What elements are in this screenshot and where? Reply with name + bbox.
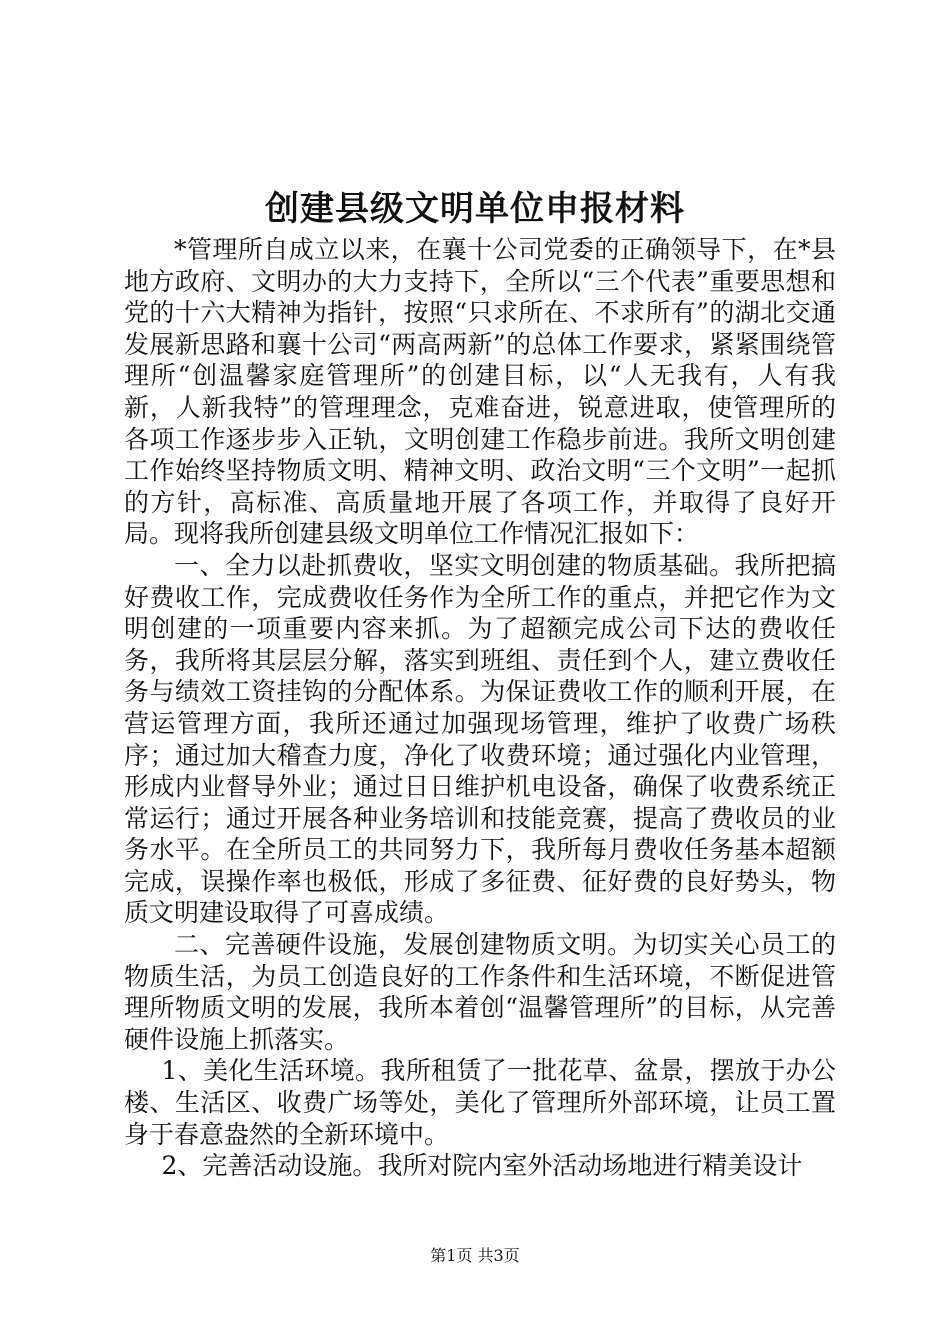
paragraph-section-1: 一、全力以赴抓费收，坚实文明创建的物质基础。我所把搞好费收工作，完成费收任务作为全所工作的重点，并把它作为文明创建的一项重要内容来抓。为了超额完成公司下达的费收任务，我所将其层层分解，落实到班组、责任到个人，建立费收任务与绩效工资挂钩的分配体系。为保证费收工作的顺利开展，在营运管理方面，我所还通过加强现场管理，维护了收费广场秩序；通过加大稽查力度，净化了收费环境；通过强化内业管理，形成内业督导外业；通过日日维护机电设备，确保了收费系统正常运行；通过开展各种业务培训和技能竞赛，提高了费收员的业务水平。在全所员工的共同努力下，我所每月费收任务基本超额完成，误操作率也极低，形成了多征费、征好费的良好势头，物质文明建设取得了可喜成绩。 — [124, 550, 836, 928]
paragraph-item-2: 2、完善活动设施。我所对院内室外活动场地进行精美设计 — [161, 1151, 803, 1181]
document-title: 创建县级文明单位申报材料 — [265, 189, 685, 229]
paragraph-intro: *管理所自成立以来，在襄十公司党委的正确领导下，在*县地方政府、文明办的大力支持下，全所以“三个代表”重要思想和党的十六大精神为指针，按照“只求所在、不求所有”的湖北交通发展新思路和襄十公司“两高两新”的总体工作要求，紧紧围绕管理所“创温馨家庭管理所”的创建目标，以“人无我有，人有我新，人新我特”的管理理念，克难奋进，锐意进取，使管理所的各项工作逐步步入正轨，文明创建工作稳步前进。我所文明创建工作始终坚持物质文明、精神文明、政治文明“三个文明”一起抓的方针，高标准、高质量地开展了各项工作，并取得了良好开局。现将我所创建县级文明单位工作情况汇报如下： — [124, 235, 836, 549]
paragraph-item-1: 1、美化生活环境。我所租赁了一批花草、盆景，摆放于办公楼、生活区、收费广场等处，美化了管理所外部环境，让员工置身于春意盎然的全新环境中。 — [124, 1056, 836, 1149]
document-body — [124, 234, 836, 1182]
page-number: 第1页 共3页 — [430, 1246, 520, 1265]
paragraph-section-2: 二、完善硬件设施，发展创建物质文明。为切实关心员工的物质生活，为员工创造良好的工作条件和生活环境，不断促进管理所物质文明的发展，我所本着创“温馨管理所”的目标，从完善硬件设施上抓落实。 — [124, 930, 836, 1054]
